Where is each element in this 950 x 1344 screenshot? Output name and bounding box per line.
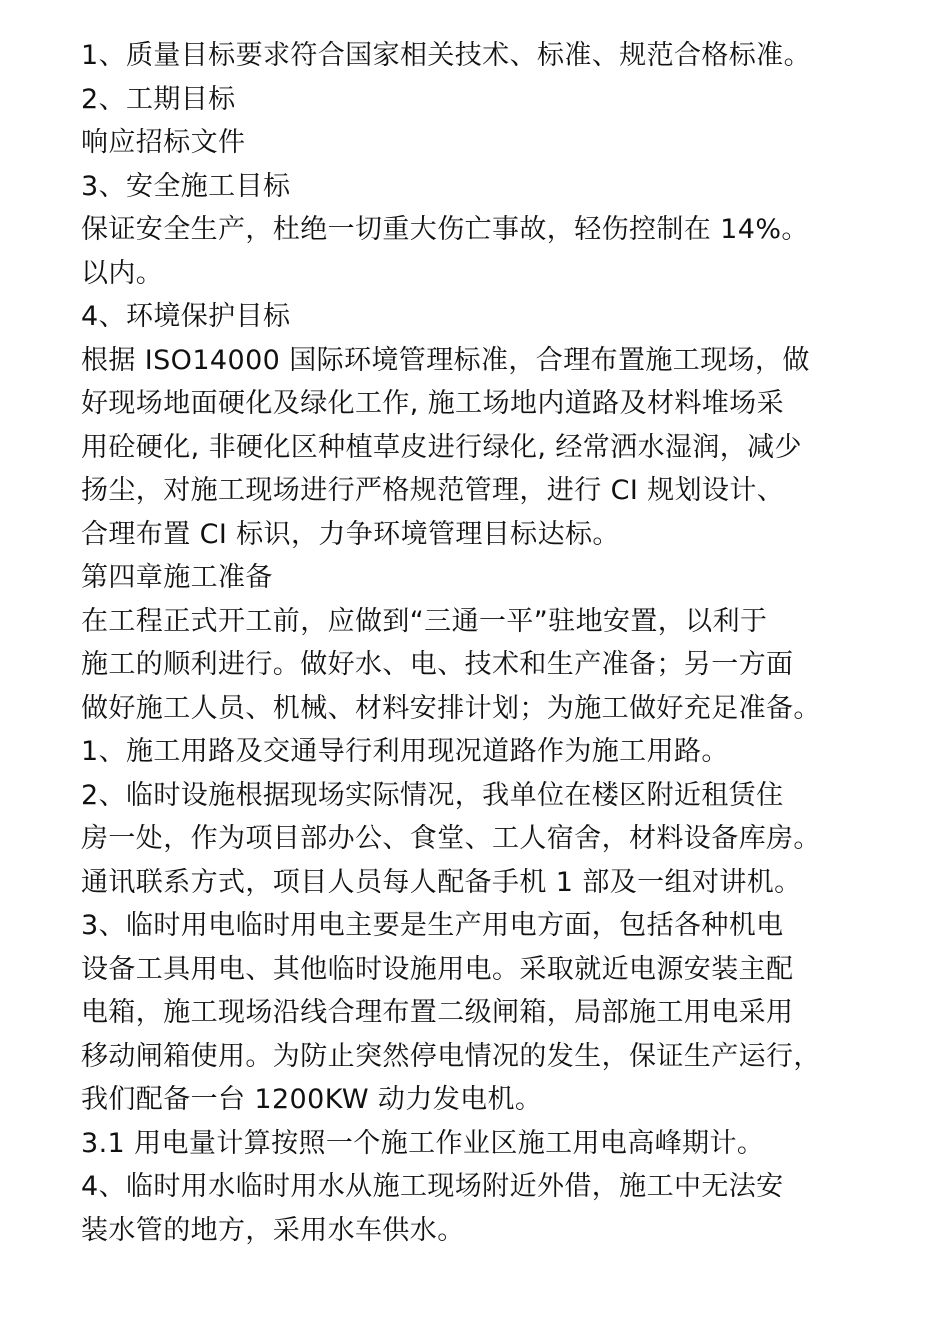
- quality-goal-line: 1、质量目标要求符合国家相关技术、标准、规范合格标准。: [81, 40, 811, 71]
- temporary-facilities-line: 通讯联系方式，项目人员每人配备手机 1 部及一组对讲机。: [81, 866, 802, 898]
- preparation-intro-line: 施工的顺利进行。做好水、电、技术和生产准备；另一方面: [81, 649, 794, 680]
- power-calculation-line: 3.1 用电量计算按照一个施工作业区施工用电高峰期计。: [81, 1127, 765, 1159]
- preparation-intro-line: 做好施工人员、机械、材料安排计划；为施工做好充足准备。: [81, 692, 821, 724]
- environment-goal-text-line: 好现场地面硬化及绿化工作, 施工场地内道路及材料堆场采: [81, 388, 784, 419]
- temporary-power-line: 移动闸箱使用。为防止突然停电情况的发生，保证生产运行，: [81, 1040, 821, 1072]
- safety-goal-heading: 3、安全施工目标: [81, 170, 291, 202]
- chapter-heading: 第四章施工准备: [81, 562, 273, 593]
- temporary-facilities-line: 房一处，作为项目部办公、食堂、工人宿舍，材料设备库房。: [81, 823, 821, 854]
- environment-goal-text-line: 根据 ISO14000 国际环境管理标准，合理布置施工现场，做: [81, 344, 810, 376]
- temporary-power-line: 3、临时用电临时用电主要是生产用电方面，包括各种机电: [81, 910, 784, 941]
- environment-goal-text-line: 合理布置 CI 标识，力争环境管理目标达标。: [81, 518, 620, 550]
- schedule-goal-heading: 2、工期目标: [81, 83, 236, 115]
- temporary-power-line: 电箱，施工现场沿线合理布置二级闸箱，局部施工用电采用: [81, 997, 794, 1028]
- environment-goal-heading: 4、环境保护目标: [81, 301, 291, 332]
- temporary-water-line: 装水管的地方，采用水车供水。: [81, 1214, 465, 1246]
- safety-goal-text-line: 保证安全生产，杜绝一切重大伤亡事故，轻伤控制在 14%。: [81, 214, 809, 245]
- temporary-power-line: 我们配备一台 1200KW 动力发电机。: [81, 1084, 543, 1115]
- temporary-facilities-line: 2、临时设施根据现场实际情况，我单位在楼区附近租赁住: [81, 779, 784, 811]
- construction-road-line: 1、施工用路及交通导行利用现况道路作为施工用路。: [81, 736, 729, 767]
- environment-goal-text-line: 扬尘，对施工现场进行严格规范管理，进行 CI 规划设计、: [81, 475, 785, 506]
- temporary-power-line: 设备工具用电、其他临时设施用电。采取就近电源安装主配: [81, 953, 794, 985]
- schedule-goal-text: 响应招标文件: [81, 127, 246, 158]
- preparation-intro-line: 在工程正式开工前，应做到“三通一平”驻地安置，以利于: [81, 605, 768, 637]
- safety-goal-text-line: 以内。: [81, 257, 164, 289]
- document-body: [81, 34, 881, 1252]
- temporary-water-line: 4、临时用水临时用水从施工现场附近外借，施工中无法安: [81, 1171, 784, 1202]
- environment-goal-text-line: 用砼硬化, 非硬化区种植草皮进行绿化, 经常洒水湿润，减少: [81, 431, 802, 463]
